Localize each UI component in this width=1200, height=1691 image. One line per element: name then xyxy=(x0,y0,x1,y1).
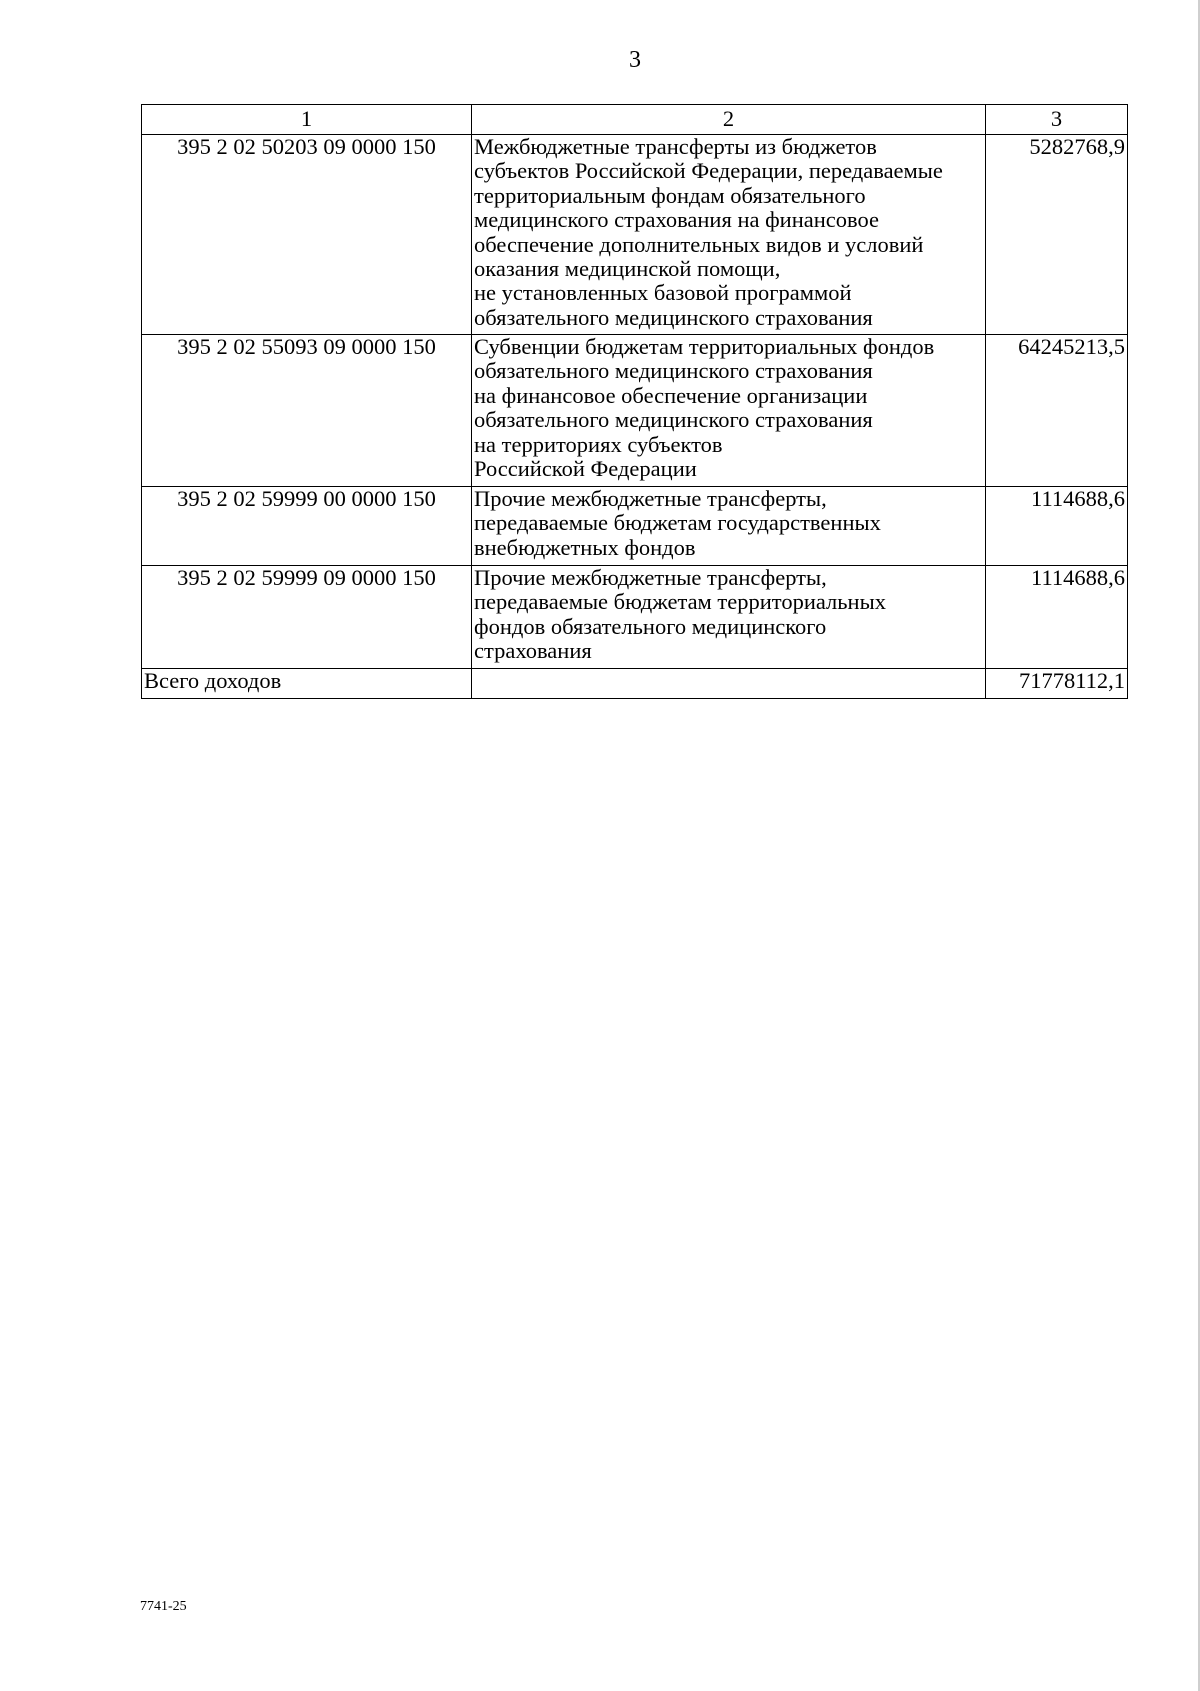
table-total-row xyxy=(142,669,1128,699)
column-header-1: 1 xyxy=(142,105,472,135)
table-row xyxy=(142,135,1128,335)
row-name xyxy=(472,335,986,487)
row-name-line: субъектов Российской Федерации, передаваемые xyxy=(474,158,943,184)
row-amount: 1114688,6 xyxy=(986,487,1128,566)
row-name-line: обязательного медицинского страхования xyxy=(474,304,873,330)
row-name-line: на территориях субъектов xyxy=(474,431,723,457)
row-code: 395 2 02 59999 00 0000 150 xyxy=(142,487,472,566)
row-name-line: страхования xyxy=(474,638,592,664)
total-empty-cell xyxy=(472,669,986,699)
row-name-line: Межбюджетные трансферты из бюджетов xyxy=(474,134,877,159)
table-row xyxy=(142,335,1128,487)
row-amount: 5282768,9 xyxy=(986,135,1128,335)
row-name-line: обязательного медицинского страхования xyxy=(474,358,873,384)
row-name-line: медицинского страхования на финансовое xyxy=(474,207,880,233)
row-name-line: обязательного медицинского страхования xyxy=(474,407,873,433)
row-name-line: территориальным фондам обязательного xyxy=(474,182,866,208)
row-name-line: передаваемые бюджетам территориальных xyxy=(474,589,886,615)
total-label: Всего доходов xyxy=(142,669,472,699)
column-header-3: 3 xyxy=(986,105,1128,135)
column-header-2: 2 xyxy=(472,105,986,135)
row-name-line: оказания медицинской помощи, xyxy=(474,256,781,282)
row-name-line: Российской Федерации xyxy=(474,456,697,482)
row-name-line: обеспечение дополнительных видов и условий xyxy=(474,231,924,257)
total-amount: 71778112,1 xyxy=(986,669,1128,699)
row-name-line: передаваемые бюджетам государственных xyxy=(474,510,881,536)
row-amount: 1114688,6 xyxy=(986,566,1128,669)
row-name-line: внебюджетных фондов xyxy=(474,534,696,560)
row-code: 395 2 02 55093 09 0000 150 xyxy=(142,335,472,487)
row-name xyxy=(472,566,986,669)
row-name-line: Прочие межбюджетные трансферты, xyxy=(474,565,827,590)
table-header-row xyxy=(142,105,1128,135)
row-code: 395 2 02 59999 09 0000 150 xyxy=(142,566,472,669)
table-row xyxy=(142,487,1128,566)
row-name-line: Субвенции бюджетам территориальных фондов xyxy=(474,334,935,359)
row-amount: 64245213,5 xyxy=(986,335,1128,487)
revenue-table xyxy=(141,104,1128,699)
row-name-line: Прочие межбюджетные трансферты, xyxy=(474,486,827,511)
row-code: 395 2 02 50203 09 0000 150 xyxy=(142,135,472,335)
row-name xyxy=(472,135,986,335)
row-name-line: на финансовое обеспечение организации xyxy=(474,382,868,408)
page-number: 3 xyxy=(629,47,641,73)
row-name-line: фондов обязательного медицинского xyxy=(474,613,827,639)
row-name xyxy=(472,487,986,566)
document-footer-code: 7741-25 xyxy=(140,1599,187,1614)
row-name-line: не установленных базовой программой xyxy=(474,280,852,306)
table-row xyxy=(142,566,1128,669)
